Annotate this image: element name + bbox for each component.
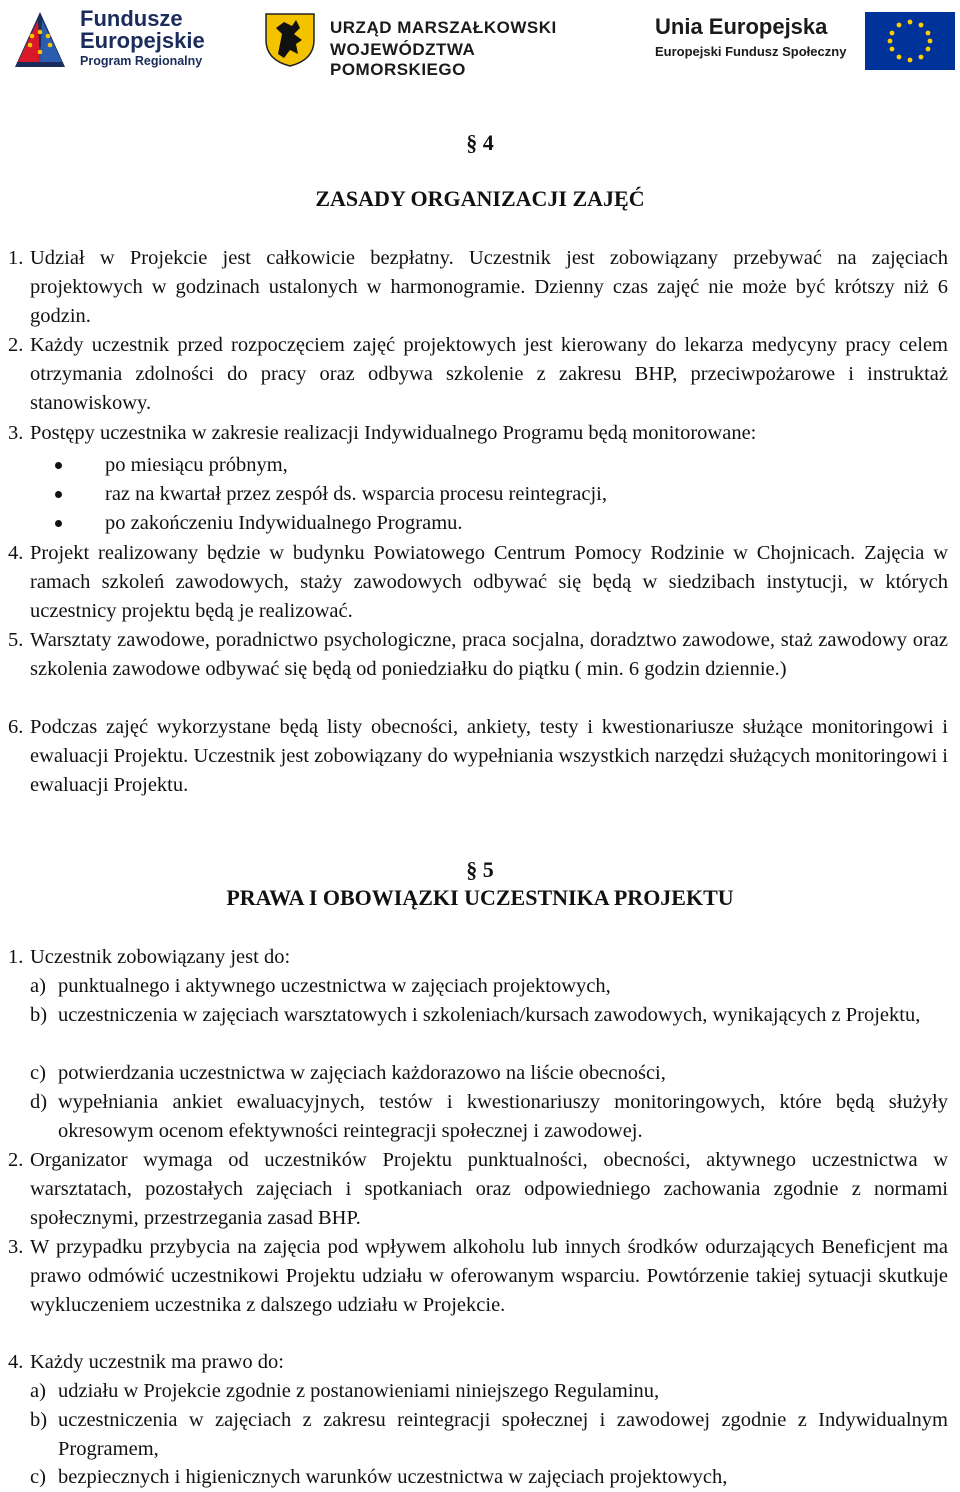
- sub-letter: c): [30, 1062, 46, 1084]
- fe-emblem-icon: [10, 2, 70, 72]
- s4-item-5-num: 5.: [8, 629, 24, 651]
- fe-line2: Europejskie: [80, 28, 205, 53]
- um-line1: URZĄD MARSZAŁKOWSKI: [330, 18, 557, 37]
- s5-item-2-num: 2.: [8, 1149, 24, 1171]
- s5-item-4-sub-b: [30, 1406, 948, 1464]
- s4-bullet-text: raz na kwartał przez zespół ds. wsparcia procesu reintegracji,: [105, 483, 607, 505]
- sub-text: potwierdzania uczestnictwa w zajęciach każdorazowo na liście obecności,: [58, 1062, 666, 1084]
- ue-line2: Europejski Fundusz Społeczny: [655, 44, 847, 59]
- s5-item-4-text: Każdy uczestnik ma prawo do:: [30, 1351, 284, 1373]
- sub-letter: a): [30, 1380, 46, 1402]
- s4-item-2-num: 2.: [8, 334, 24, 356]
- urzad-marszalkowski-logo: [262, 10, 602, 79]
- section-4-sign: § 4: [466, 130, 494, 155]
- sub-text: punktualnego i aktywnego uczestnictwa w zajęciach projektowych,: [58, 975, 611, 997]
- section-4-title: ZASADY ORGANIZACJI ZAJĘĆ: [315, 186, 645, 211]
- s4-item-3: [8, 419, 948, 448]
- sub-letter: a): [30, 975, 46, 997]
- s5-item-1-sub-c: [30, 1059, 948, 1088]
- sub-text: wypełniania ankiet ewaluacyjnych, testów i kwestionariuszy monitoringowych, które będą służyły okresowym ocenom efektywności reintegracji społecznej i zawodowej.: [58, 1091, 948, 1142]
- fundusze-europejskie-logo: [10, 2, 215, 72]
- bullet-icon: [55, 491, 62, 498]
- sub-letter: c): [30, 1466, 46, 1488]
- sub-text: bezpiecznych i higienicznych warunków uczestnictwa w zajęciach projektowych,: [58, 1466, 728, 1488]
- ue-line1: Unia Europejska: [655, 14, 828, 39]
- um-line2: WOJEWÓDZTWA POMORSKIEGO: [330, 40, 475, 79]
- s5-item-1-sub-a: [30, 972, 948, 1001]
- s4-item-5: [8, 626, 948, 684]
- pomorskie-griffin-icon: [262, 10, 318, 68]
- s4-item-6: [8, 713, 948, 800]
- s4-item-1-text: Udział w Projekcie jest całkowicie bezpłatny. Uczestnik jest zobowiązany przebywać na zajęciach projektowych w godzinach ustalonych w harmonogramie. Dzienny czas zajęć nie może być krótszy niż 6 godzin.: [30, 247, 948, 327]
- s5-item-3-text: W przypadku przybycia na zajęcia pod wpływem alkoholu lub innych środków odurzających Beneficjent ma prawo odmówić uczestnikowi Projektu udziału w oferowanym wsparciu. Powtórzenie takiej sytuacji skutkuje wykluczeniem uczestnika z dalszego udziału w Projekcie.: [30, 1236, 948, 1316]
- s5-item-1-sub-d: [30, 1088, 948, 1146]
- s5-item-1-num: 1.: [8, 946, 24, 968]
- unia-europejska-logo: [655, 12, 955, 68]
- s5-item-1-sub-b: [30, 1001, 948, 1030]
- s5-item-1-text: Uczestnik zobowiązany jest do:: [30, 946, 291, 968]
- s5-item-1: [8, 943, 948, 972]
- bullet-icon: [55, 462, 62, 469]
- s4-item-1-num: 1.: [8, 247, 24, 269]
- s5-item-4-num: 4.: [8, 1351, 24, 1373]
- s5-item-2-text: Organizator wymaga od uczestników Projektu punktualności, obecności, aktywnego uczestnictwa w warsztatach, pozostałych zajęciach i spotkaniach oraz odpowiedniego zachowania zgodnie z normami społecznymi, przestrzegania zasad BHP.: [30, 1149, 948, 1229]
- s4-item-2: [8, 331, 948, 418]
- s5-item-4: [8, 1348, 948, 1377]
- s4-item-4-num: 4.: [8, 542, 24, 564]
- fe-line1: Fundusze: [80, 6, 183, 31]
- sub-text: uczestniczenia w zajęciach z zakresu reintegracji społecznej i zawodowej zgodnie z Indywidualnym Programem,: [58, 1409, 948, 1460]
- s4-bullet-text: po zakończeniu Indywidualnego Programu.: [105, 512, 463, 534]
- s4-item-3-text: Postępy uczestnika w zakresie realizacji Indywidualnego Programu będą monitorowane:: [30, 422, 757, 444]
- s5-item-4-sub-a: [30, 1377, 948, 1406]
- s4-item-2-text: Każdy uczestnik przed rozpoczęciem zajęć projektowych jest kierowany do lekarza medycyny pracy celem otrzymania zdolności do pracy oraz odbywa szkolenie z zakresu BHP, przeciwpożarowe i instruktaż stanowiskowy.: [30, 334, 948, 414]
- s5-item-3-num: 3.: [8, 1236, 24, 1258]
- bullet-icon: [55, 520, 62, 527]
- s4-item-4: [8, 539, 948, 626]
- sub-text: uczestniczenia w zajęciach warsztatowych i szkoleniach/kursach zawodowych, wynikających z Projektu,: [58, 1004, 921, 1026]
- section-5-title: PRAWA I OBOWIĄZKI UCZESTNIKA PROJEKTU: [226, 885, 734, 910]
- s4-item-5-text: Warsztaty zawodowe, poradnictwo psychologiczne, praca socjalna, doradztwo zawodowe, staż zawodowy oraz szkolenia zawodowe odbywać się będą od poniedziałku do piątku ( min. 6 godzin dziennie.): [30, 629, 948, 680]
- fe-line3: Program Regionalny: [80, 54, 203, 68]
- sub-letter: b): [30, 1004, 48, 1026]
- s4-item-3-num: 3.: [8, 422, 24, 444]
- s4-item-6-text: Podczas zajęć wykorzystane będą listy obecności, ankiety, testy i kwestionariusze służące monitoringowi i ewaluacji Projektu. Uczestnik jest zobowiązany do wypełniania wszystkich narzędzi służących monitoringowi i ewaluacji Projektu.: [30, 716, 948, 796]
- sub-letter: d): [30, 1091, 48, 1113]
- sub-text: udziału w Projekcie zgodnie z postanowieniami niniejszego Regulaminu,: [58, 1380, 660, 1402]
- s4-item-1: [8, 244, 948, 331]
- s5-item-3: [8, 1233, 948, 1320]
- s5-item-2: [8, 1146, 948, 1233]
- s4-bullet-text: po miesiącu próbnym,: [105, 454, 288, 476]
- s4-item-6-num: 6.: [8, 716, 24, 738]
- s5-item-4-sub-c: [30, 1463, 948, 1492]
- s4-item-4-text: Projekt realizowany będzie w budynku Powiatowego Centrum Pomocy Rodzinie w Chojnicach. Zajęcia w ramach szkoleń zawodowych, staży zawodowych odbywać się będą w siedzibach instytucji, w których uczestnicy projektu będą je realizować.: [30, 542, 948, 622]
- eu-flag-icon: [865, 12, 955, 70]
- section-5-sign: § 5: [466, 857, 494, 882]
- sub-letter: b): [30, 1409, 48, 1431]
